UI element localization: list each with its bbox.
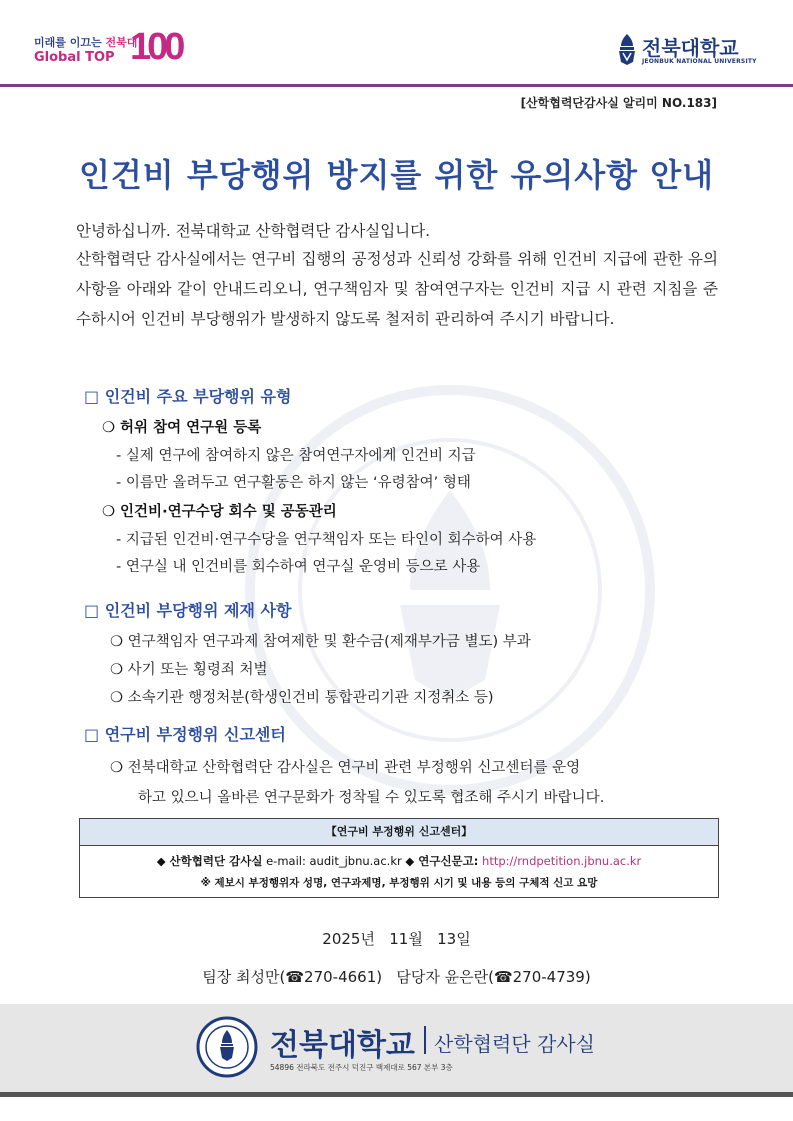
report-center-box — [79, 818, 719, 898]
list-item: - 이름만 올려두고 연구활동은 하지 않는 ‘유령참여’ 형태 — [116, 475, 471, 491]
report-contact-line — [80, 853, 718, 869]
university-name-en: JEONBUK NATIONAL UNIVERSITY — [642, 58, 757, 65]
list-item: - 실제 연구에 참여하지 않은 참여연구자에게 인건비 지급 — [116, 448, 476, 464]
report-center-box-header: 【연구비 부정행위 신고센터】 — [80, 819, 718, 846]
intro-greeting: 안녕하십니까. 전북대학교 산학협력단 감사실입니다. — [76, 222, 431, 240]
slogan-logo — [34, 26, 194, 70]
page-title: 인건비 부당행위 방지를 위한 유의사항 안내 — [78, 156, 715, 194]
report-center-text-2: 하고 있으니 올바른 연구문화가 정착될 수 있도록 협조해 주시기 바랍니다. — [138, 790, 605, 806]
audit-office-label: ◆ 산학협력단 감사실 — [156, 854, 263, 868]
slogan-number: 100 — [130, 26, 182, 68]
issue-date: 2025년 11월 13일 — [322, 930, 471, 948]
subheading-recovery-management: ❍ 인건비·연구수당 회수 및 공동관리 — [102, 504, 337, 520]
slogan-small: 미래를 이끄는 — [34, 36, 102, 49]
list-item: ❍ 연구책임자 연구과제 참여제한 및 환수금(제재부가금 별도) 부과 — [110, 634, 531, 650]
report-note: ※ 제보시 부정행위자 성명, 연구과제명, 부정행위 시기 및 내용 등의 구체적 신고 요망 — [200, 877, 598, 889]
list-item: - 지급된 인건비·연구수당을 연구책임자 또는 타인이 회수하여 사용 — [116, 532, 537, 548]
report-center-text-1: ❍ 전북대학교 산학협력단 감사실은 연구비 관련 부정행위 신고센터를 운영 — [110, 760, 581, 776]
footer-department: 산학협력단 감사실 — [434, 1032, 595, 1056]
petition-link[interactable]: http://rndpetition.jbnu.ac.kr — [482, 854, 642, 868]
contact-info: 팀장 최성만(☎270-4661) 담당자 윤은란(☎270-4739) — [202, 968, 591, 986]
footer-divider — [424, 1026, 426, 1054]
notice-number: [산학협력단감사실 알리미 NO.183] — [520, 96, 717, 110]
list-item: ❍ 소속기관 행정처분(학생인건비 통합관리기관 지정취소 등) — [110, 690, 494, 706]
audit-email[interactable]: e-mail: audit_jbnu.ac.kr — [266, 854, 402, 868]
intro-body: 산학협력단 감사실에서는 연구비 집행의 공정성과 신뢰성 강화를 위해 인건비 지급에 관한 유의사항을 아래와 같이 안내드리오니, 연구책임자 및 참여연구자는 인건비 지급 시 관련 지침을 준수하시어 인건비 부당행위가 발생하지 않도록 철저히 관리하여 주시기 바랍니다. — [76, 250, 718, 328]
subheading-false-registration: ❍ 허위 참여 연구원 등록 — [102, 420, 262, 436]
header-rule — [0, 84, 793, 87]
footer-address: 54896 전라북도 전주시 덕진구 백제대로 567 본부 3층 — [270, 1063, 453, 1072]
slogan-brand: 전북대 — [105, 36, 138, 49]
footer-university-name: 전북대학교 — [270, 1028, 415, 1063]
petition-label: ◆ 연구신문고: — [405, 854, 479, 868]
university-name: 전북대학교 — [642, 36, 739, 60]
slogan-global: Global TOP — [34, 50, 115, 65]
watermark-seal-icon — [240, 380, 660, 800]
section-heading-report-center: □ 연구비 부정행위 신고센터 — [84, 725, 286, 744]
section-heading-sanctions: □ 인건비 부당행위 제재 사항 — [84, 601, 292, 620]
footer-seal-icon — [196, 1016, 258, 1078]
list-item: - 연구실 내 인건비를 회수하여 연구실 운영비 등으로 사용 — [116, 559, 481, 575]
university-emblem-icon — [616, 32, 638, 66]
university-logo — [616, 32, 766, 68]
list-item: ❍ 사기 또는 횡령죄 처벌 — [110, 662, 268, 678]
footer-bar — [0, 1092, 793, 1097]
section-heading-violation-types: □ 인건비 주요 부당행위 유형 — [84, 387, 292, 406]
